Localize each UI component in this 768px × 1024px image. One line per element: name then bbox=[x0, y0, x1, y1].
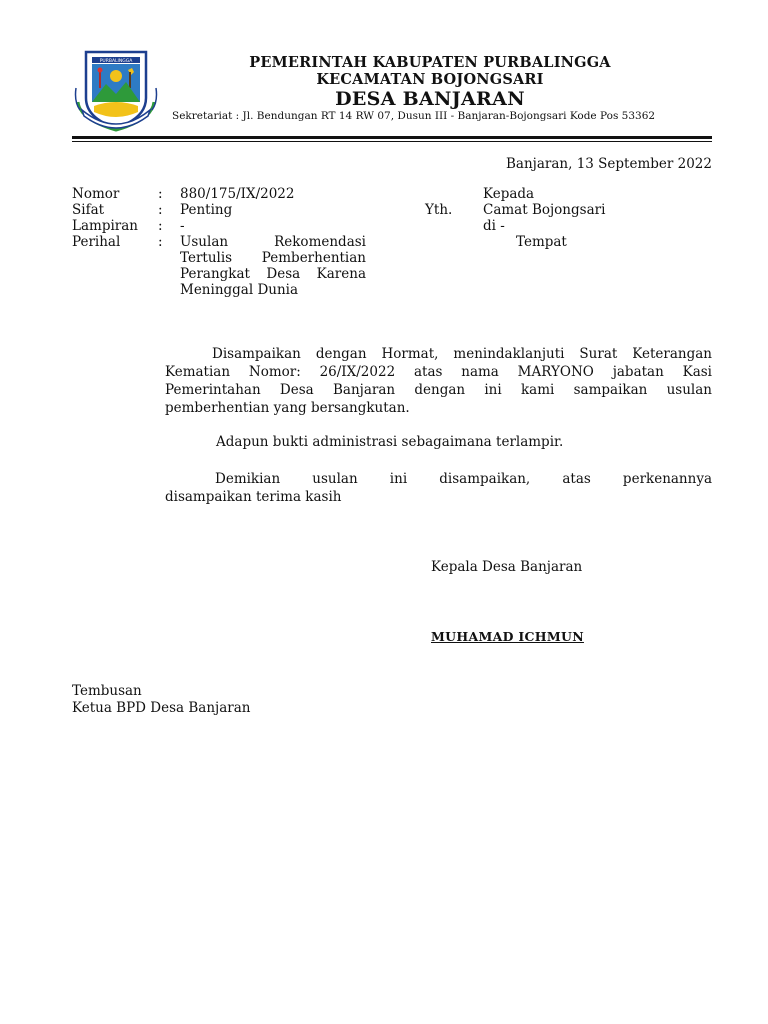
nomor-label: Nomor bbox=[72, 186, 120, 202]
perihal-line: Tertulis Pemberhentian bbox=[180, 250, 366, 266]
perihal-label: Perihal bbox=[72, 234, 121, 250]
perihal-colon: : bbox=[158, 234, 163, 250]
sifat-colon: : bbox=[158, 202, 163, 218]
signature-name: MUHAMAD ICHMUN bbox=[431, 629, 584, 644]
nomor-colon: : bbox=[158, 186, 163, 202]
body-paragraph-1 bbox=[165, 345, 712, 417]
header-government: PEMERINTAH KABUPATEN PURBALINGGA bbox=[249, 54, 611, 71]
paragraph-line: Pemerintahan Desa Banjaran dengan ini kami sampaikan usulan bbox=[165, 382, 712, 398]
recipient-tempat: Tempat bbox=[516, 234, 567, 250]
lampiran-label: Lampiran bbox=[72, 218, 138, 234]
perihal-value bbox=[180, 234, 366, 298]
recipient-yth: Yth. bbox=[425, 202, 453, 218]
sifat-value: Penting bbox=[180, 202, 233, 218]
nomor-value: 880/175/IX/2022 bbox=[180, 186, 295, 202]
body-paragraph-2: Adapun bukti administrasi sebagaimana terlampir. bbox=[216, 434, 564, 450]
emblem-label-text: PURBALINGGA bbox=[99, 59, 133, 64]
signature-title: Kepala Desa Banjaran bbox=[431, 559, 583, 575]
tembusan-item: Ketua BPD Desa Banjaran bbox=[72, 700, 251, 716]
paragraph-line: Demikian usulan ini disampaikan, atas perkenannya bbox=[215, 471, 712, 487]
body-paragraph-3 bbox=[165, 470, 712, 506]
sifat-label: Sifat bbox=[72, 202, 105, 218]
header-address: Sekretariat : Jl. Bendungan RT 14 RW 07, Dusun III - Banjaran-Bojongsari Kode Pos 53362 bbox=[172, 110, 656, 122]
tembusan-label: Tembusan bbox=[72, 683, 142, 699]
purbalingga-emblem bbox=[72, 48, 160, 132]
lampiran-value: - bbox=[180, 218, 185, 234]
recipient-di: di - bbox=[483, 218, 505, 234]
perihal-line: Meninggal Dunia bbox=[180, 282, 299, 298]
header-district: KECAMATAN BOJONGSARI bbox=[316, 71, 544, 88]
perihal-line: Usulan Rekomendasi bbox=[180, 234, 366, 250]
recipient-kepada: Kepada bbox=[483, 186, 535, 202]
header-rule-thin bbox=[72, 141, 712, 142]
paragraph-line: Disampaikan dengan Hormat, menindaklanjuti Surat Keterangan bbox=[212, 346, 712, 362]
perihal-line: Perangkat Desa Karena bbox=[180, 266, 366, 282]
recipient-name: Camat Bojongsari bbox=[483, 202, 606, 218]
header-rule-thick bbox=[72, 136, 712, 139]
paragraph-line: Kematian Nomor: 26/IX/2022 atas nama MARYONO jabatan Kasi bbox=[165, 364, 712, 380]
paragraph-line: pemberhentian yang bersangkutan. bbox=[165, 400, 410, 416]
letter-date: Banjaran, 13 September 2022 bbox=[506, 156, 712, 172]
paragraph-line: disampaikan terima kasih bbox=[165, 489, 342, 505]
lampiran-colon: : bbox=[158, 218, 163, 234]
header-village: DESA BANJARAN bbox=[335, 88, 525, 110]
